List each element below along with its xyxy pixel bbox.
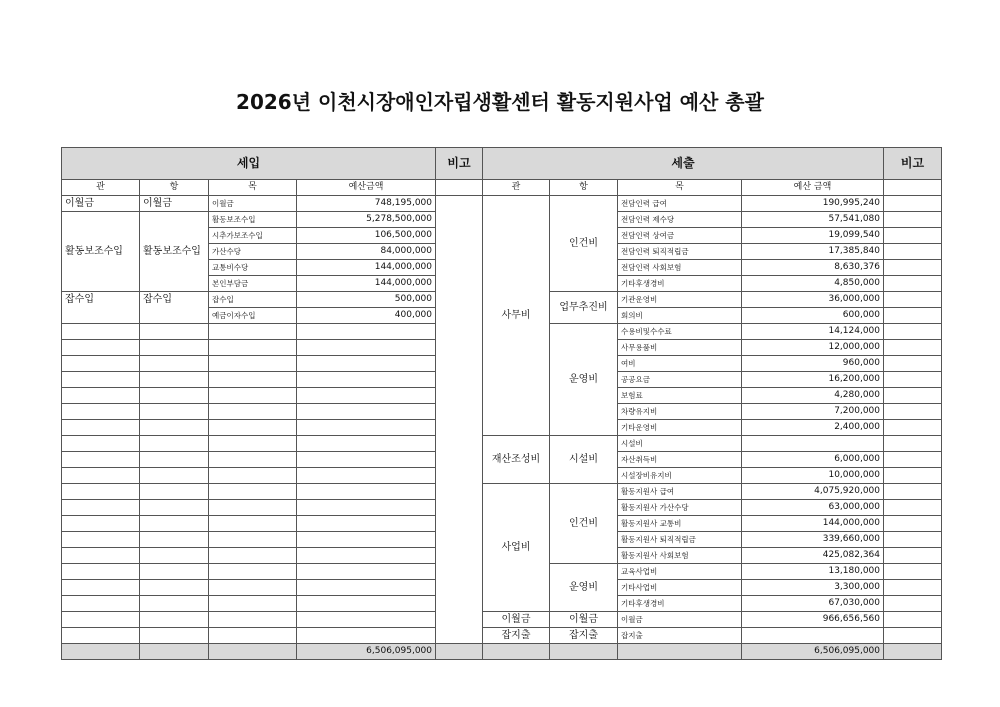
expense-amount: 6,000,000 <box>742 452 884 468</box>
expense-amount: 4,850,000 <box>742 276 884 292</box>
income-amount: 748,195,000 <box>297 196 436 212</box>
expense-header: 세출 <box>483 148 884 180</box>
expense-amount: 63,000,000 <box>742 500 884 516</box>
expense-amount <box>742 628 884 644</box>
income-mok-empty <box>209 500 297 516</box>
expense-note-header: 비고 <box>884 148 942 180</box>
income-amount-empty <box>297 436 436 452</box>
expense-hang: 운영비 <box>550 324 618 436</box>
income-hang-empty <box>140 436 209 452</box>
expense-gwan: 사업비 <box>483 484 550 612</box>
income-amount-empty <box>297 420 436 436</box>
income-mok-empty <box>209 612 297 628</box>
expense-note <box>884 484 942 500</box>
expense-mok: 교육사업비 <box>618 564 742 580</box>
income-gwan-empty <box>62 516 140 532</box>
expense-mok: 기관운영비 <box>618 292 742 308</box>
expense-hang: 인건비 <box>550 484 618 564</box>
expense-mok: 전담인력 사회보험 <box>618 260 742 276</box>
expense-gwan: 이월금 <box>483 612 550 628</box>
income-hang-empty <box>140 452 209 468</box>
expense-hang: 인건비 <box>550 196 618 292</box>
expense-gwan: 사무비 <box>483 196 550 436</box>
income-gwan: 활동보조수입 <box>62 212 140 292</box>
income-gwan-empty <box>62 420 140 436</box>
income-total: 6,506,095,000 <box>297 644 436 660</box>
income-mok-empty <box>209 388 297 404</box>
expense-note <box>884 564 942 580</box>
income-hang-empty <box>140 532 209 548</box>
income-mok: 교통비수당 <box>209 260 297 276</box>
income-hang-empty <box>140 324 209 340</box>
expense-amount: 17,385,840 <box>742 244 884 260</box>
expense-mok: 회의비 <box>618 308 742 324</box>
expense-amount: 8,630,376 <box>742 260 884 276</box>
income-hang-empty <box>140 484 209 500</box>
expense-gwan-header: 관 <box>483 180 550 196</box>
income-gwan-empty <box>62 388 140 404</box>
expense-note <box>884 532 942 548</box>
expense-note <box>884 436 942 452</box>
expense-amount: 600,000 <box>742 308 884 324</box>
expense-note <box>884 340 942 356</box>
income-gwan: 잡수입 <box>62 292 140 324</box>
expense-note <box>884 324 942 340</box>
expense-mok: 활동지원사 교통비 <box>618 516 742 532</box>
expense-note <box>884 212 942 228</box>
income-amount: 5,278,500,000 <box>297 212 436 228</box>
income-mok: 시추가보조수입 <box>209 228 297 244</box>
income-mok-empty <box>209 324 297 340</box>
income-amount-empty <box>297 388 436 404</box>
income-hang-empty <box>140 372 209 388</box>
income-gwan-empty <box>62 564 140 580</box>
table-row <box>62 628 942 644</box>
income-amount-empty <box>297 404 436 420</box>
income-mok-header: 목 <box>209 180 297 196</box>
income-mok: 이월금 <box>209 196 297 212</box>
expense-note <box>884 308 942 324</box>
income-mok-empty <box>209 452 297 468</box>
expense-note <box>884 468 942 484</box>
income-hang-empty <box>140 340 209 356</box>
expense-amount: 960,000 <box>742 356 884 372</box>
income-mok-empty <box>209 372 297 388</box>
expense-mok: 보험료 <box>618 388 742 404</box>
income-hang: 이월금 <box>140 196 209 212</box>
income-mok-empty <box>209 580 297 596</box>
expense-amount-header: 예산 금액 <box>742 180 884 196</box>
income-mok-empty <box>209 564 297 580</box>
income-amount-empty <box>297 580 436 596</box>
expense-hang: 잡지출 <box>550 628 618 644</box>
income-mok-empty <box>209 356 297 372</box>
income-hang: 잡수입 <box>140 292 209 324</box>
expense-mok: 수용비및수수료 <box>618 324 742 340</box>
income-gwan-empty <box>62 436 140 452</box>
income-amount-header: 예산금액 <box>297 180 436 196</box>
income-amount: 144,000,000 <box>297 260 436 276</box>
expense-amount: 36,000,000 <box>742 292 884 308</box>
income-amount-empty <box>297 500 436 516</box>
expense-mok: 활동지원사 퇴직적립금 <box>618 532 742 548</box>
total-empty <box>140 644 209 660</box>
expense-mok: 차량유지비 <box>618 404 742 420</box>
income-note-column <box>436 196 483 644</box>
income-gwan-empty <box>62 596 140 612</box>
expense-amount: 966,656,560 <box>742 612 884 628</box>
expense-amount: 2,400,000 <box>742 420 884 436</box>
expense-note <box>884 500 942 516</box>
expense-mok: 전담인력 퇴직적립금 <box>618 244 742 260</box>
income-hang-empty <box>140 404 209 420</box>
expense-hang: 운영비 <box>550 564 618 612</box>
expense-note <box>884 628 942 644</box>
expense-mok: 전담인력 급여 <box>618 196 742 212</box>
income-gwan-empty <box>62 324 140 340</box>
expense-gwan: 재산조성비 <box>483 436 550 484</box>
income-hang-empty <box>140 596 209 612</box>
income-mok-empty <box>209 436 297 452</box>
income-mok-empty <box>209 516 297 532</box>
expense-amount: 12,000,000 <box>742 340 884 356</box>
income-gwan-empty <box>62 484 140 500</box>
expense-note <box>884 612 942 628</box>
expense-mok: 활동지원사 급여 <box>618 484 742 500</box>
table-row <box>62 436 942 452</box>
income-amount-empty <box>297 452 436 468</box>
income-gwan-empty <box>62 548 140 564</box>
expense-amount: 16,200,000 <box>742 372 884 388</box>
expense-note <box>884 372 942 388</box>
income-amount: 84,000,000 <box>297 244 436 260</box>
expense-note <box>884 388 942 404</box>
expense-total: 6,506,095,000 <box>742 644 884 660</box>
expense-mok: 자산취득비 <box>618 452 742 468</box>
expense-note <box>884 244 942 260</box>
income-gwan-empty <box>62 356 140 372</box>
income-amount-empty <box>297 564 436 580</box>
income-gwan-header: 관 <box>62 180 140 196</box>
income-gwan-empty <box>62 404 140 420</box>
income-hang-empty <box>140 628 209 644</box>
income-amount-empty <box>297 468 436 484</box>
expense-note-cell <box>884 180 942 196</box>
income-gwan-empty <box>62 340 140 356</box>
expense-mok: 여비 <box>618 356 742 372</box>
expense-amount: 425,082,364 <box>742 548 884 564</box>
income-amount-empty <box>297 532 436 548</box>
income-mok-empty <box>209 596 297 612</box>
table-row <box>62 196 942 212</box>
expense-mok: 기타후생경비 <box>618 596 742 612</box>
income-mok: 본인부담금 <box>209 276 297 292</box>
income-amount-empty <box>297 628 436 644</box>
expense-note <box>884 292 942 308</box>
income-hang-empty <box>140 356 209 372</box>
expense-amount: 4,280,000 <box>742 388 884 404</box>
income-gwan-empty <box>62 612 140 628</box>
expense-note <box>884 548 942 564</box>
expense-hang: 시설비 <box>550 436 618 484</box>
income-amount-empty <box>297 596 436 612</box>
expense-mok-header: 목 <box>618 180 742 196</box>
income-amount-empty <box>297 340 436 356</box>
expense-amount: 57,541,080 <box>742 212 884 228</box>
income-mok: 가산수당 <box>209 244 297 260</box>
income-mok-empty <box>209 468 297 484</box>
total-empty <box>550 644 618 660</box>
expense-amount: 19,099,540 <box>742 228 884 244</box>
income-hang-empty <box>140 500 209 516</box>
expense-mok: 사무용품비 <box>618 340 742 356</box>
income-mok-empty <box>209 484 297 500</box>
expense-mok: 전담인력 상여금 <box>618 228 742 244</box>
expense-note <box>884 356 942 372</box>
income-hang-empty <box>140 420 209 436</box>
income-amount-empty <box>297 356 436 372</box>
expense-amount: 13,180,000 <box>742 564 884 580</box>
income-amount-empty <box>297 612 436 628</box>
total-empty <box>436 644 483 660</box>
income-amount: 400,000 <box>297 308 436 324</box>
income-note-cell <box>436 180 483 196</box>
income-amount: 144,000,000 <box>297 276 436 292</box>
expense-hang: 업무추진비 <box>550 292 618 324</box>
expense-note <box>884 260 942 276</box>
expense-note <box>884 420 942 436</box>
income-gwan-empty <box>62 532 140 548</box>
expense-mok: 전담인력 제수당 <box>618 212 742 228</box>
expense-mok: 공공요금 <box>618 372 742 388</box>
expense-note <box>884 228 942 244</box>
expense-mok: 잡지출 <box>618 628 742 644</box>
income-gwan-empty <box>62 500 140 516</box>
expense-amount: 144,000,000 <box>742 516 884 532</box>
expense-mok: 기타사업비 <box>618 580 742 596</box>
expense-mok: 시설비 <box>618 436 742 452</box>
expense-amount: 14,124,000 <box>742 324 884 340</box>
expense-amount: 339,660,000 <box>742 532 884 548</box>
expense-amount: 3,300,000 <box>742 580 884 596</box>
expense-amount: 4,075,920,000 <box>742 484 884 500</box>
income-gwan: 이월금 <box>62 196 140 212</box>
income-amount-empty <box>297 548 436 564</box>
expense-note <box>884 404 942 420</box>
total-empty <box>618 644 742 660</box>
total-empty <box>62 644 140 660</box>
income-amount-empty <box>297 372 436 388</box>
income-hang-header: 항 <box>140 180 209 196</box>
expense-amount <box>742 436 884 452</box>
expense-mok: 시설장비유지비 <box>618 468 742 484</box>
income-mok-empty <box>209 420 297 436</box>
expense-note <box>884 516 942 532</box>
income-mok-empty <box>209 628 297 644</box>
income-hang-empty <box>140 564 209 580</box>
expense-mok: 기타후생경비 <box>618 276 742 292</box>
expense-note <box>884 452 942 468</box>
table-row <box>62 484 942 500</box>
income-gwan-empty <box>62 580 140 596</box>
total-empty <box>884 644 942 660</box>
income-amount: 500,000 <box>297 292 436 308</box>
expense-mok: 활동지원사 가산수당 <box>618 500 742 516</box>
income-gwan-empty <box>62 372 140 388</box>
total-row <box>62 644 942 660</box>
income-mok: 잡수입 <box>209 292 297 308</box>
income-mok-empty <box>209 548 297 564</box>
income-mok: 활동보조수입 <box>209 212 297 228</box>
income-note-header: 비고 <box>436 148 483 180</box>
expense-amount: 10,000,000 <box>742 468 884 484</box>
expense-gwan: 잡지출 <box>483 628 550 644</box>
table-row <box>62 612 942 628</box>
expense-amount: 7,200,000 <box>742 404 884 420</box>
expense-hang: 이월금 <box>550 612 618 628</box>
expense-note <box>884 596 942 612</box>
expense-amount: 67,030,000 <box>742 596 884 612</box>
income-hang-empty <box>140 388 209 404</box>
income-gwan-empty <box>62 452 140 468</box>
expense-amount: 190,995,240 <box>742 196 884 212</box>
total-empty <box>483 644 550 660</box>
income-mok: 예금이자수입 <box>209 308 297 324</box>
expense-note <box>884 580 942 596</box>
income-hang: 활동보조수입 <box>140 212 209 292</box>
income-amount: 106,500,000 <box>297 228 436 244</box>
expense-mok: 이월금 <box>618 612 742 628</box>
document-title: 2026년 이천시장애인자립생활센터 활동지원사업 예산 총괄 <box>236 90 764 114</box>
income-amount-empty <box>297 324 436 340</box>
expense-mok: 활동지원사 사회보험 <box>618 548 742 564</box>
income-hang-empty <box>140 612 209 628</box>
income-header: 세입 <box>62 148 436 180</box>
expense-mok: 기타운영비 <box>618 420 742 436</box>
total-empty <box>209 644 297 660</box>
income-gwan-empty <box>62 628 140 644</box>
income-hang-empty <box>140 468 209 484</box>
income-hang-empty <box>140 548 209 564</box>
expense-note <box>884 276 942 292</box>
income-hang-empty <box>140 516 209 532</box>
income-mok-empty <box>209 532 297 548</box>
budget-summary-table <box>61 147 942 660</box>
income-amount-empty <box>297 516 436 532</box>
income-mok-empty <box>209 404 297 420</box>
income-mok-empty <box>209 340 297 356</box>
expense-note <box>884 196 942 212</box>
expense-hang-header: 항 <box>550 180 618 196</box>
income-hang-empty <box>140 580 209 596</box>
income-amount-empty <box>297 484 436 500</box>
income-gwan-empty <box>62 468 140 484</box>
